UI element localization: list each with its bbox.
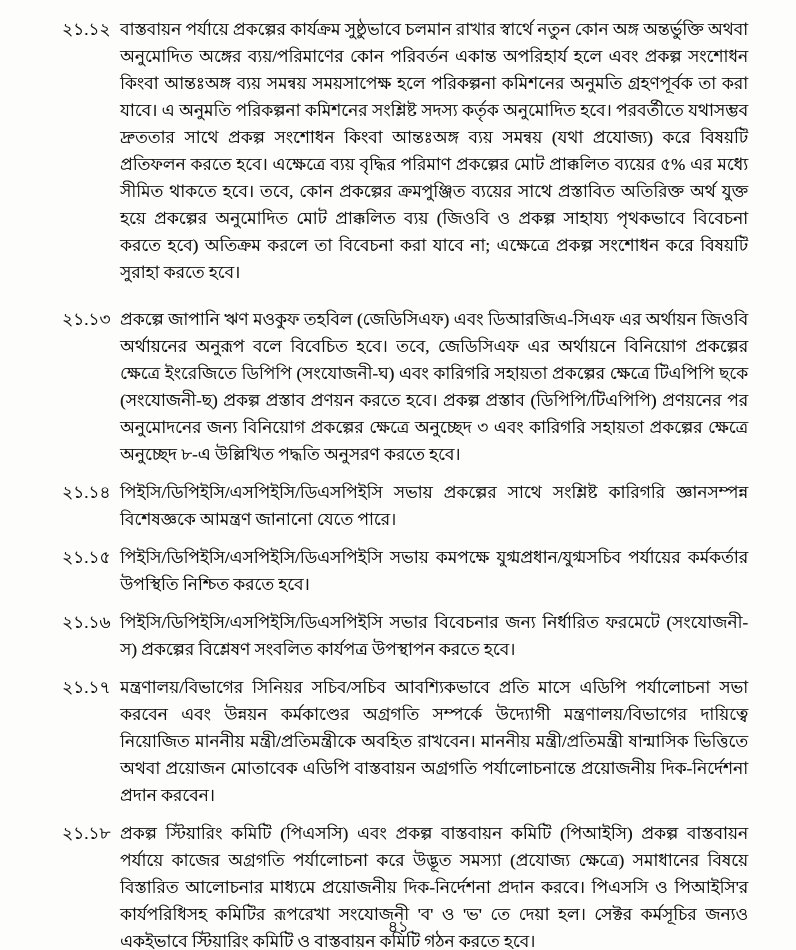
paragraph-text: পিইসি/ডিপিইসি/এসপিইসি/ডিএসপিইসি সভায় কমপক্ষে যুগ্মপ্রধান/যুগ্মসচিব পর্যায়ের কর্মকর্তার উপস্থিতি নিশ্চিত করতে হবে। <box>120 548 748 594</box>
paragraph-text: পিইসি/ডিপিইসি/এসপিইসি/ডিএসপিইসি সভার বিবেচনার জন্য নির্ধারিত ফরমেটে (সংযোজনী-স) প্রকল্পের বিশ্লেষণ সংবলিত কার্যপত্র উপস্থাপন করতে হবে। <box>120 613 748 659</box>
paragraph-text: প্রকল্প স্টিয়ারিং কমিটি (পিএসসি) এবং প্রকল্প বাস্তবায়ন কমিটি (পিআইসি) প্রকল্প বাস্তবায়ন পর্যায়ে কাজের অগ্রগতি পর্যালোচনা করে উদ্ভূত সমস্যা (প্রযোজ্য ক্ষেত্রে) সমাধানের বিষয়ে বিস্তারিত আলোচনার মাধ্যমে প্রয়োজনীয় দিক-নির্দেশনা প্রদান করবে। পিএসসি ও পিআইসি'র কার্যপরিধিসহ কমিটির রূপরেখা সংযোজনী 'ব' ও 'ভ' তে দেয়া হল। সেক্টর কর্মসূচির জন্যও একইভাবে স্টিয়ারিং কমিটি ও বাস্তবায়ন কমিটি গঠন করতে হবে। <box>120 824 748 950</box>
paragraph-21-16 <box>62 609 748 663</box>
paragraph-number: ২১.১৬ <box>62 613 111 632</box>
paragraph-21-14 <box>62 479 748 533</box>
paragraph-21-15 <box>62 544 748 598</box>
paragraph-21-12 <box>62 16 748 286</box>
paragraph-21-17 <box>62 674 748 809</box>
paragraph-number: ২১.১৩ <box>62 310 111 329</box>
paragraph-text: বাস্তবায়ন পর্যায়ে প্রকল্পের কার্যক্রম সুষ্ঠুভাবে চলমান রাখার স্বার্থে নতুন কোন অঙ্গ অন্তর্ভুক্তি অথবা অনুমোদিত অঙ্গের ব্যয়/পরিমাণের কোন পরিবর্তন একান্ত অপরিহার্য হলে এবং প্রকল্প সংশোধন কিংবা আন্তঃঅঙ্গ ব্যয় সমন্বয় সময়সাপেক্ষ হলে পরিকল্পনা কমিশনের অনুমতি গ্রহণপূর্বক তা করা যাবে। এ অনুমতি পরিকল্পনা কমিশনের সংশ্লিষ্ট সদস্য কর্তৃক অনুমোদিত হবে। পরবর্তীতে যথাসম্ভব দ্রুততার সাথে প্রকল্প সংশোধন কিংবা আন্তঃঅঙ্গ ব্যয় সমন্বয় (যথা প্রযোজ্য) করে বিষয়টি প্রতিফলন করতে হবে। এক্ষেত্রে ব্যয় বৃদ্ধির পরিমাণ প্রকল্পের মোট প্রাক্কলিত ব্যয়ের ৫% এর মধ্যে সীমিত থাকতে হবে। তবে, কোন প্রকল্পের ক্রমপুঞ্জিত ব্যয়ের সাথে প্রস্তাবিত অতিরিক্ত অর্থ যুক্ত হয়ে প্রকল্পের অনুমোদিত মোট প্রাক্কলিত ব্যয় (জিওবি ও প্রকল্প সাহায্য পৃথকভাবে বিবেচনা করতে হবে) অতিক্রম করলে তা বিবেচনা করা যাবে না; এক্ষেত্রে প্রকল্প সংশোধন করে বিষয়টি সুরাহা করতে হবে। <box>120 20 748 282</box>
paragraph-number: ২১.১৫ <box>62 548 111 567</box>
page-number: ৪১ <box>387 919 409 936</box>
paragraph-text: পিইসি/ডিপিইসি/এসপিইসি/ডিএসপিইসি সভায় প্রকল্পের সাথে সংশ্লিষ্ট কারিগরি জ্ঞানসম্পন্ন বিশেষজ্ঞকে আমন্ত্রণ জানানো যেতে পারে। <box>120 483 748 529</box>
paragraph-number: ২১.১৪ <box>62 483 111 502</box>
paragraph-number: ২১.১৭ <box>62 678 111 697</box>
page-footer <box>0 918 796 938</box>
paragraph-number: ২১.১২ <box>62 20 111 39</box>
paragraph-21-13 <box>62 306 748 468</box>
paragraph-number: ২১.১৮ <box>62 824 111 843</box>
paragraph-text: মন্ত্রণালয়/বিভাগের সিনিয়র সচিব/সচিব আবশ্যিকভাবে প্রতি মাসে এডিপি পর্যালোচনা সভা করবেন এবং উন্নয়ন কর্মকাণ্ডের অগ্রগতি সম্পর্কে উদ্যোগী মন্ত্রণালয়/বিভাগের দায়িত্বে নিয়োজিত মাননীয় মন্ত্রী/প্রতিমন্ত্রীকে অবহিত রাখবেন। মাননীয় মন্ত্রী/প্রতিমন্ত্রী ষান্মাসিক ভিত্তিতে অথবা প্রয়োজন মোতাবেক এডিপি বাস্তবায়ন অগ্রগতি পর্যালোচনান্তে প্রয়োজনীয় দিক-নির্দেশনা প্রদান করবেন। <box>120 678 748 805</box>
paragraph-text: প্রকল্পে জাপানি ঋণ মওকুফ তহবিল (জেডিসিএফ) এবং ডিআরজিএ-সিএফ এর অর্থায়ন জিওবি অর্থায়নের অনুরূপ বলে বিবেচিত হবে। তবে, জেডিসিএফ এর অর্থায়নে বিনিয়োগ প্রকল্পের ক্ষেত্রে ইংরেজিতে ডিপিপি (সংযোজনী-ঘ) এবং কারিগরি সহায়তা প্রকল্পের ক্ষেত্রে টিএপিপি ছকে (সংযোজনী-ছ) প্রকল্প প্রস্তাব প্রণয়ন করতে হবে। প্রকল্প প্রস্তাব (ডিপিপি/টিএপিপি) প্রণয়নের পর অনুমোদনের জন্য বিনিয়োগ প্রকল্পের ক্ষেত্রে অনুচ্ছেদ ৩ এবং কারিগরি সহায়তা প্রকল্পের ক্ষেত্রে অনুচ্ছেদ ৮-এ উল্লিখিত পদ্ধতি অনুসরণ করতে হবে। <box>120 310 748 464</box>
